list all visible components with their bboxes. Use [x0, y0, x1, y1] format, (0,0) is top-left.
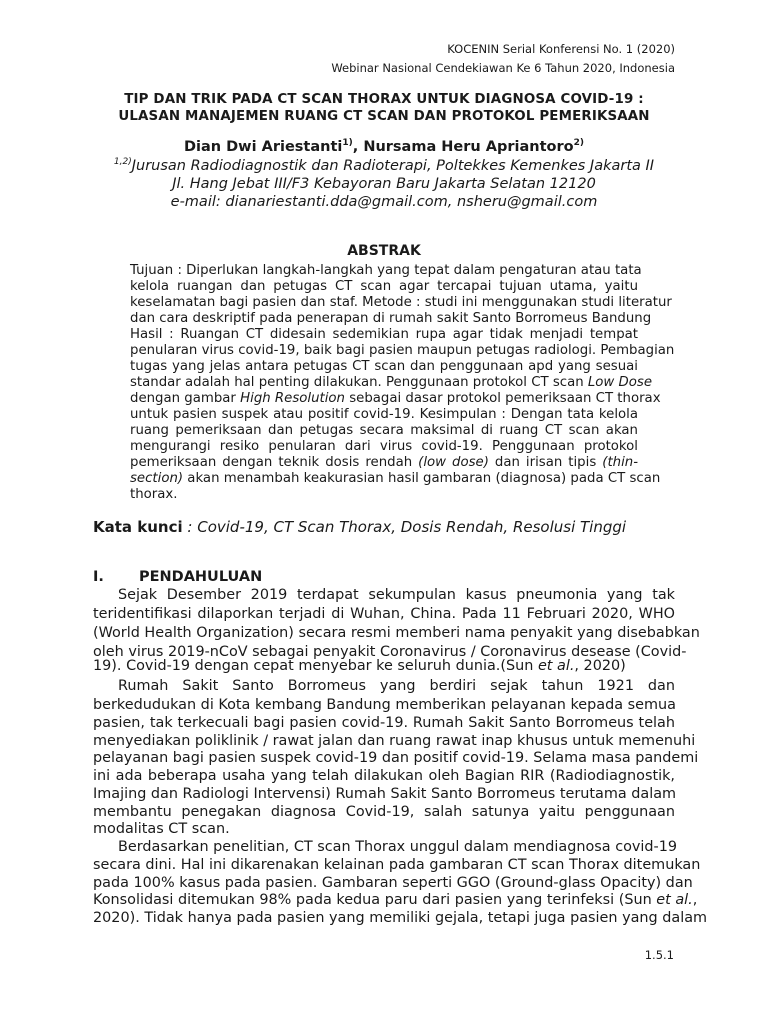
affiliation-marker: 1,2) — [113, 157, 132, 167]
body-line: teridentifikasi dilaporkan terjadi di Wuhan, China. Pada 11 Februari 2020, WHO — [93, 606, 675, 622]
abstract-line: mengurangi resiko penularan dari virus covid-19. Penggunaan protokol — [130, 439, 638, 454]
body-line: (World Health Organization) secara resmi memberi nama penyakit yang disebabkan — [93, 625, 700, 641]
author-1-affil-marker: 1) — [342, 138, 353, 148]
body-line: pasien, tak terkecuali bagi pasien covid-19. Rumah Sakit Santo Borromeus telah — [93, 715, 675, 731]
abstract-text: dan irisan tipis — [488, 455, 603, 470]
author-1: Dian Dwi Ariestanti — [183, 138, 343, 155]
running-header-conference: Webinar Nasional Cendekiawan Ke 6 Tahun 2020, Indonesia — [331, 61, 675, 75]
section-number: I. — [93, 569, 104, 585]
body-line — [93, 891, 698, 909]
affiliation-address: Jl. Hang Jebat III/F3 Kebayoran Baru Jakarta Selatan 12120 — [172, 176, 596, 192]
body-line: oleh virus 2019-nCoV sebagai penyakit Coronavirus / Coronavirus desease (Covid- — [93, 644, 687, 660]
abstract-line: ruang pemeriksaan dan petugas secara maksimal di ruang CT scan akan — [130, 423, 638, 438]
abstract-text: pemeriksaan dengan teknik dosis rendah — [130, 455, 419, 470]
abstract-term-low-dose: (low dose) — [418, 455, 489, 470]
abstract-line: dan cara deskriptif pada penerapan di rumah sakit Santo Borromeus Bandung — [130, 311, 652, 326]
body-text-run: 19). Covid-19 dengan cepat menyebar ke seluruh dunia.(Sun — [93, 658, 538, 674]
body-line: ini ada beberapa usaha yang telah dilakukan oleh Bagian RIR (Radiodiagnostik, — [93, 768, 675, 784]
abstract-term-high-resolution: High Resolution — [240, 391, 345, 406]
abstract-line: keselamatan bagi pasien dan staf. Metode : studi ini menggunakan studi literatur — [130, 295, 672, 310]
abstract-text: akan menambah keakurasian hasil gambaran (diagnosa) pada CT scan — [183, 471, 661, 486]
author-list — [0, 138, 768, 155]
author-2-affil-marker: 2) — [573, 138, 584, 148]
abstract-line: kelola ruangan dan petugas CT scan agar tercapai tujuan utama, yaitu — [130, 279, 638, 294]
abstract-line: untuk pasien suspek atau positif covid-19. Kesimpulan : Dengan tata kelola — [130, 407, 638, 422]
abstract-line: tugas yang jelas antara petugas CT scan dan penggunaan apd yang sesuai — [130, 359, 638, 374]
keywords-value: : Covid-19, CT Scan Thorax, Dosis Rendah, Resolusi Tinggi — [182, 518, 627, 536]
abstract-line: thorax. — [130, 487, 178, 502]
body-line: modalitas CT scan. — [93, 821, 230, 837]
abstract-text: standar adalah hal penting dilakukan. Penggunaan protokol CT scan — [130, 375, 588, 390]
abstract-line — [130, 471, 661, 487]
body-text-run: Konsolidasi ditemukan 98% pada kedua paru dari pasien yang terinfeksi (Sun — [93, 892, 657, 908]
body-line: secara dini. Hal ini dikarenakan kelainan pada gambaran CT scan Thorax ditemukan — [93, 857, 701, 873]
body-line: Sejak Desember 2019 terdapat sekumpulan kasus pneumonia yang tak — [118, 587, 675, 603]
body-line: Berdasarkan penelitian, CT scan Thorax unggul dalam mendiagnosa covid-19 — [118, 839, 678, 855]
abstract-term-low-dose: Low Dose — [587, 375, 653, 390]
body-line: menyediakan poliklinik / rawat jalan dan ruang rawat inap khusus untuk memenuhi — [93, 733, 696, 749]
abstract-line — [130, 375, 653, 391]
section-heading — [93, 569, 262, 585]
running-header-series: KOCENIN Serial Konferensi No. 1 (2020) — [447, 42, 675, 56]
body-line — [93, 657, 675, 675]
abstract-text: dengan gambar — [130, 391, 241, 406]
abstract-line: penularan virus covid-19, baik bagi pasien maupun petugas radiologi. Pembagian — [130, 343, 675, 358]
body-line: 2020). Tidak hanya pada pasien yang memiliki gejala, tetapi juga pasien yang dalam — [93, 910, 708, 926]
page-number: 1.5.1 — [644, 948, 674, 962]
body-text-run: , 2020) — [574, 658, 626, 674]
abstract-term-thin-section: section) — [130, 471, 184, 486]
body-line: membantu penegakan diagnosa Covid-19, salah satunya yaitu penggunaan — [93, 804, 675, 820]
author-emails: e-mail: dianariestanti.dda@gmail.com, nsheru@gmail.com — [170, 194, 598, 210]
affiliation-institution: Jurusan Radiodiagnostik dan Radioterapi, Poltekkes Kemenkes Jakarta II — [131, 157, 655, 174]
citation-et-al: et al. — [656, 892, 693, 908]
abstract-line: Tujuan : Diperlukan langkah-langkah yang tepat dalam pengaturan atau tata — [130, 263, 642, 278]
abstract-line: Hasil : Ruangan CT didesain sedemikian rupa agar tidak menjadi tempat — [130, 327, 638, 342]
paper-title-line-2: ULASAN MANAJEMEN RUANG CT SCAN DAN PROTOKOL PEMERIKSAAN — [118, 109, 650, 124]
citation-et-al: et al. — [537, 658, 575, 674]
author-2: Nursama Heru Apriantoro — [363, 138, 574, 155]
abstract-line — [130, 391, 661, 407]
section-title: PENDAHULUAN — [139, 569, 263, 585]
abstract-text: sebagai dasar protokol pemeriksaan CT thorax — [345, 391, 661, 406]
keywords-label: Kata kunci — [93, 518, 183, 536]
abstract-term-thin-section: (thin- — [602, 455, 638, 470]
author-separator: , — [352, 138, 364, 155]
body-line: pada 100% kasus pada pasien. Gambaran seperti GGO (Ground-glass Opacity) dan — [93, 875, 693, 891]
body-line: Imajing dan Radiologi Intervensi) Rumah Sakit Santo Borromeus terutama dalam — [93, 786, 677, 802]
abstract-line — [130, 455, 638, 471]
keywords — [93, 518, 626, 536]
body-line: berkedudukan di Kota kembang Bandung memberikan pelayanan kepada semua — [93, 697, 676, 713]
affiliation-line-1 — [0, 157, 768, 174]
paper-title-line-1: TIP DAN TRIK PADA CT SCAN THORAX UNTUK DIAGNOSA COVID-19 : — [124, 92, 644, 107]
abstract-heading: ABSTRAK — [347, 243, 421, 259]
body-line: Rumah Sakit Santo Borromeus yang berdiri sejak tahun 1921 dan — [118, 678, 675, 694]
body-line: pelayanan bagi pasien suspek covid-19 dan positif covid-19. Selama masa pandemi — [93, 750, 699, 766]
body-text-run: , — [692, 892, 698, 908]
